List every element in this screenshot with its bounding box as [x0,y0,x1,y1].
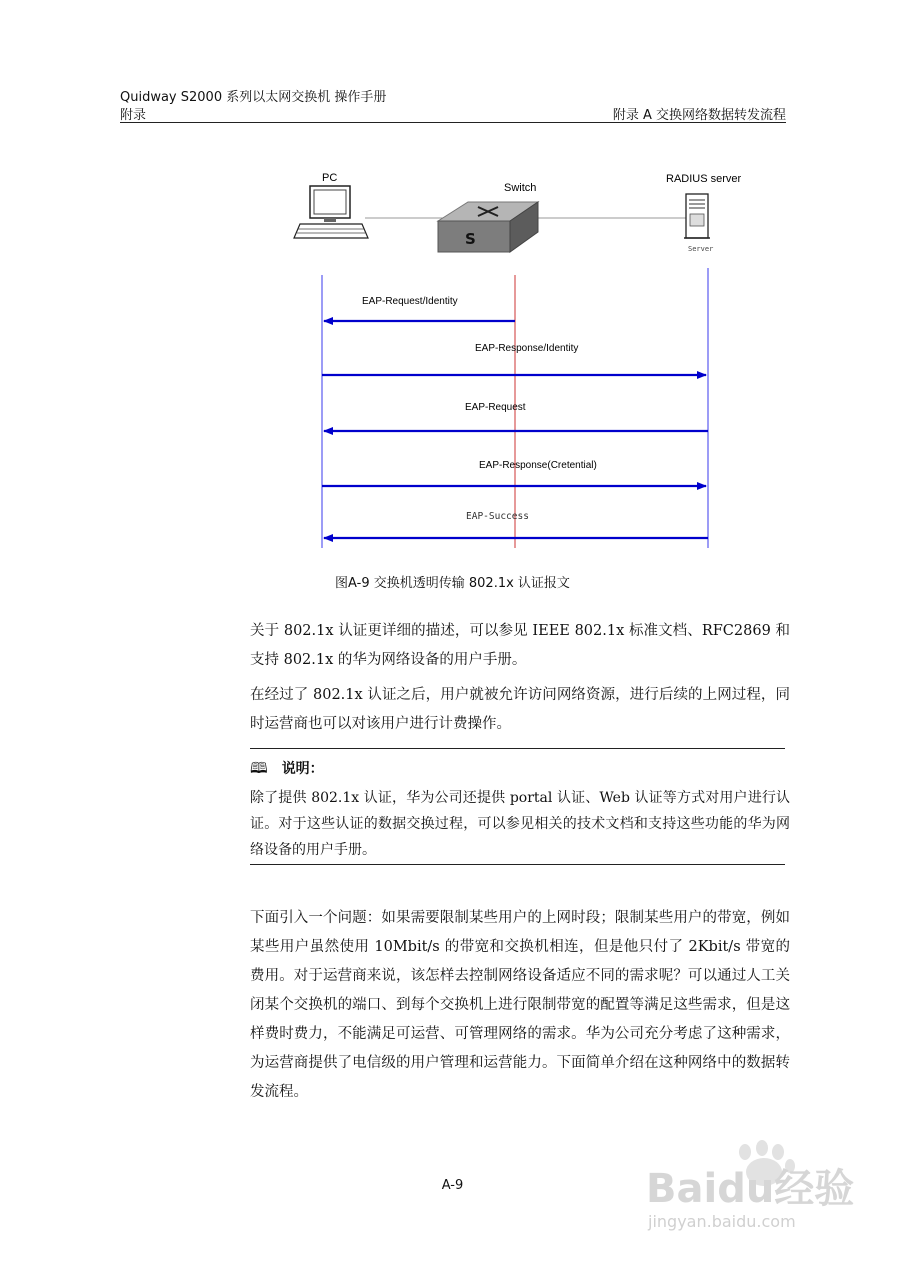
watermark-logo-text: Baidu经验 [646,1166,855,1210]
server-icon [684,194,710,238]
header-section: 附录 [120,108,147,123]
book-icon: 🕮 [250,759,268,777]
message-label-1: EAP-Request/Identity [362,296,458,307]
paragraph-2: 在经过了 802.1x 认证之后，用户就被允许访问网络资源，进行后续的上网过程，同时运营商也可以对该用户进行计费操作。 [250,687,790,732]
figure-caption: 图A-9 交换机透明传输 802.1x 认证报文 [335,576,570,591]
baidu-watermark-logo [640,1140,860,1210]
server-caption: Server [688,245,714,253]
note-title [250,758,324,783]
svg-text:S: S [465,230,476,248]
pc-icon [294,186,368,238]
message-label-4: EAP-Response(Cretential) [479,460,597,471]
message-label-2: EAP-Response/Identity [475,343,579,354]
paragraph-1: 关于 802.1x 认证更详细的描述，可以参见 IEEE 802.1x 标准文档、RFC2869 和支持 802.1x 的华为网络设备的用户手册。 [250,623,790,668]
note-top-rule [250,748,785,749]
paragraph-3: 下面引入一个问题：如果需要限制某些用户的上网时段；限制某些用户的带宽，例如某些用户虽然使用 10Mbit/s 的带宽和交换机相连，但是他只付了 2Kbit/s 带宽的费用。对于运营商来说，该怎样去控制网络设备适应不同的需求呢？可以通过人工关闭某个交换机的端口、到每个交换机上进行限制带宽的配置等满足这些需求，但是这样费时费力，不能满足可运营、可管理网络的需求。华为公司充分考虑了这种需求，为运营商提供了电信级的用户管理和运营能力。下面简单介绍在这种网络中的数据转发流程。 [250,910,790,1100]
message-label-3: EAP-Request [465,402,526,413]
note-body: 除了提供 802.1x 认证，华为公司还提供 portal 认证、Web 认证等方式对用户进行认证。对于这些认证的数据交换过程，可以参见相关的技术文档和支持这些功能的华为网络设备的用户手册。 [250,790,790,858]
eap-sequence-diagram [0,0,905,570]
switch-label: Switch [504,182,537,194]
note-title-text: 说明： [281,761,324,777]
pc-label: PC [322,172,338,184]
watermark-url: jingyan.baidu.com [648,1212,796,1231]
server-label: RADIUS server [666,173,742,185]
header-title: Quidway S2000 系列以太网交换机 操作手册 [120,90,387,105]
note-bottom-rule [250,864,785,865]
header-chapter: 附录 A 交换网络数据转发流程 [612,108,786,123]
message-label-5: EAP-Success [466,511,529,522]
page-number: A-9 [441,1178,464,1193]
switch-icon [438,202,538,252]
